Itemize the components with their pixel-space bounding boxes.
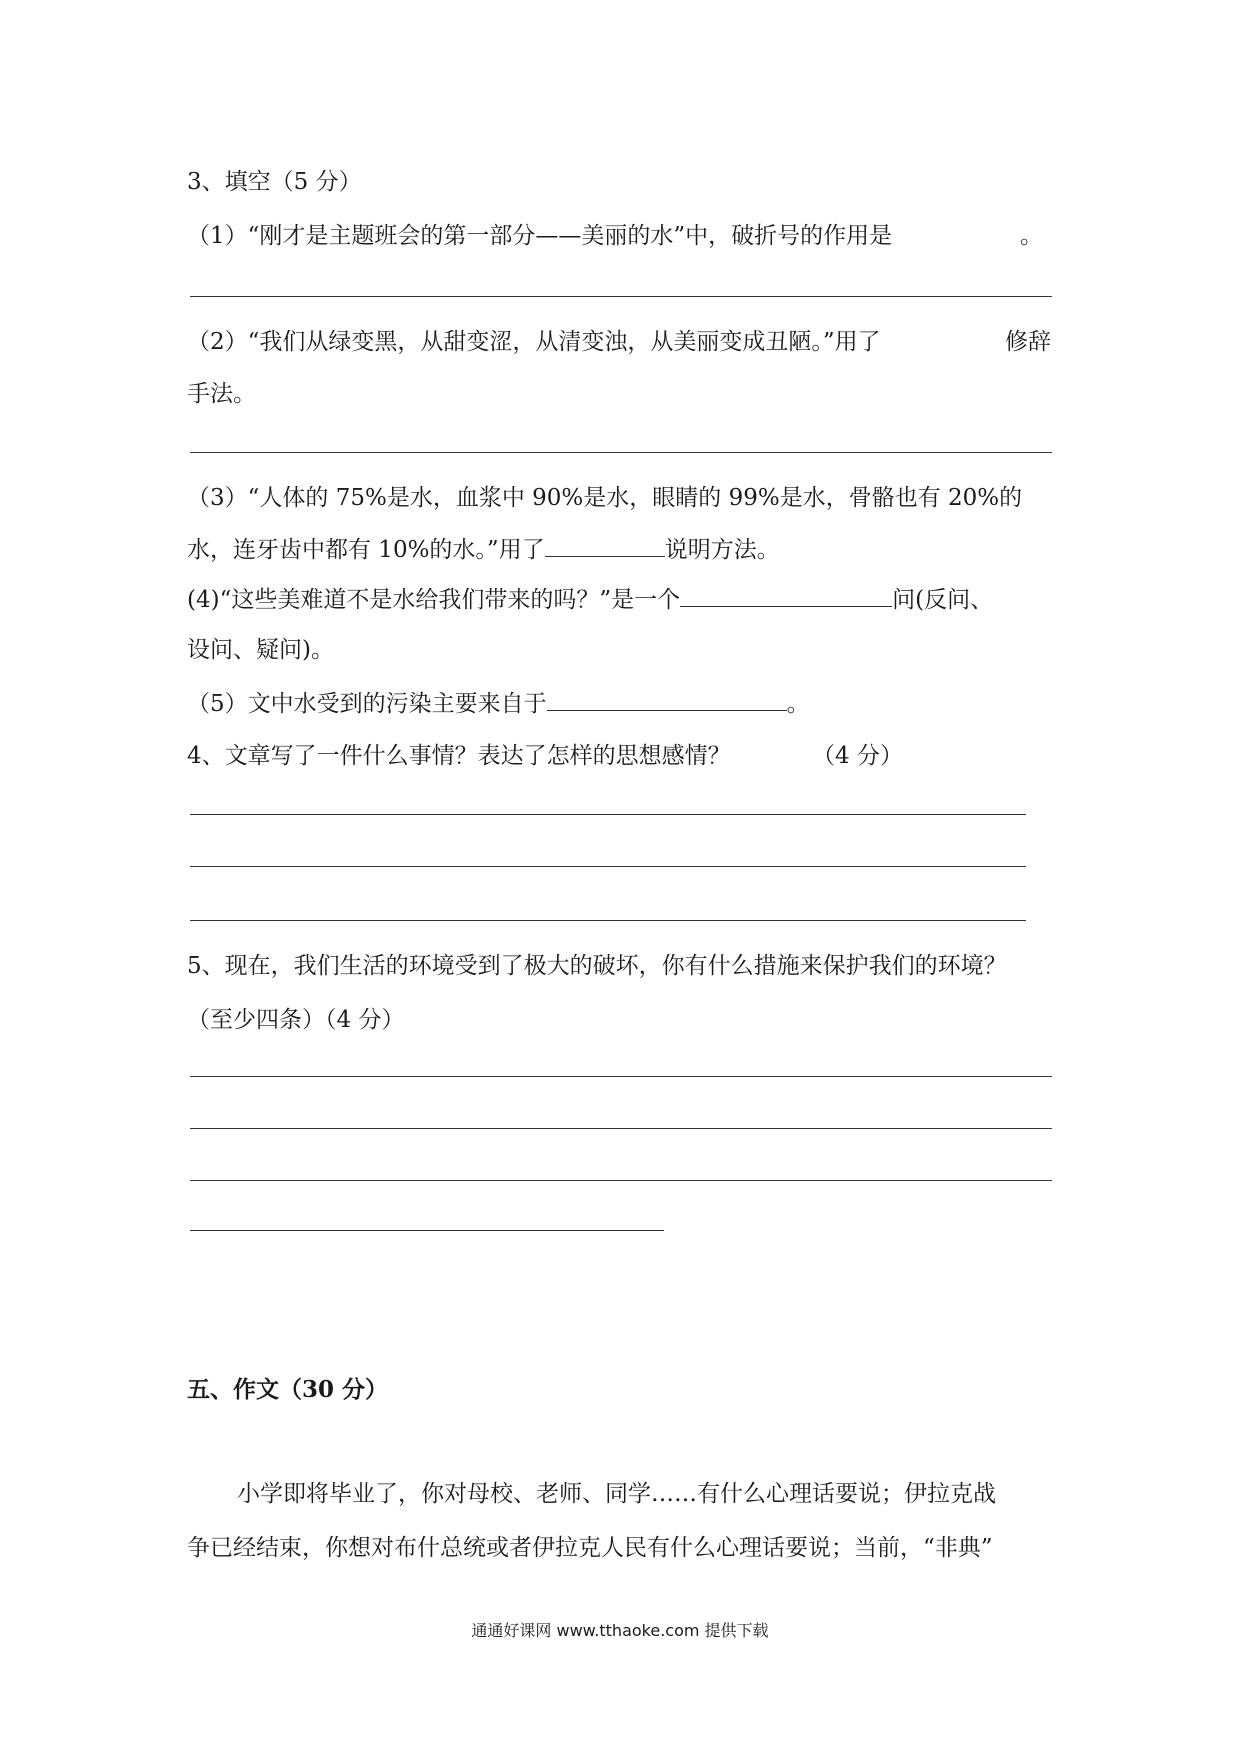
answer-line[interactable] [190,1230,664,1231]
blank-field[interactable] [680,584,892,607]
q3-item5 [187,688,810,720]
q5-line1: 5、现在，我们生活的环境受到了极大的破坏，你有什么措施来保护我们的环境？ [187,953,1007,979]
q3-item2: （2）“我们从绿变黑，从甜变涩，从清变浊，从美丽变成丑陋。”用了 [187,329,881,355]
q3-item4-cont: 设问、疑问)。 [187,637,334,663]
q3-title: 3、填空（5 分） [187,169,362,195]
answer-line[interactable] [190,452,1052,453]
answer-line[interactable] [190,296,1052,297]
answer-line[interactable] [190,866,1026,867]
section-heading: 五、作文（30 分） [187,1376,389,1403]
q3-item3-cont [187,534,780,566]
q3-item4-text-end: 问(反问、 [892,587,994,613]
answer-line[interactable] [190,1076,1052,1077]
q3-item4 [187,584,993,616]
blank-field[interactable] [545,534,665,557]
q3-item5-text: （5）文中水受到的污染主要来自于 [187,691,547,717]
q3-item1-end: 。 [1020,223,1043,249]
q3-item3: （3）“人体的 75%是水，血浆中 90%是水，眼睛的 99%是水，骨骼也有 20%的 [187,485,1023,511]
q3-item5-text-end: 。 [786,691,810,717]
q5-line2: （至少四条）（4 分） [187,1007,405,1033]
essay-prompt-line2: 争已经结束，你想对布什总统或者伊拉克人民有什么心理话要说；当前，“非典” [187,1535,993,1561]
q3-item4-text: (4)“这些美难道不是水给我们带来的吗？”是一个 [187,587,681,613]
answer-line[interactable] [190,1128,1052,1129]
answer-line[interactable] [190,814,1026,815]
q3-item1: （1）“刚才是主题班会的第一部分——美丽的水”中，破折号的作用是 [187,223,893,249]
answer-line[interactable] [190,920,1026,921]
blank-field[interactable] [547,688,787,711]
answer-line[interactable] [190,1180,1052,1181]
q3-item2-end: 修辞 [1005,329,1051,355]
q3-item3-text: 水，连牙齿中都有 10%的水。”用了 [187,537,545,563]
q3-item2-cont: 手法。 [187,381,256,407]
essay-prompt-line1: 小学即将毕业了，你对母校、老师、同学……有什么心理话要说；伊拉克战 [237,1481,996,1507]
q3-item3-text-end: 说明方法。 [664,537,780,563]
q4-score: （4 分） [812,743,903,769]
q4-title: 4、文章写了一件什么事情？表达了怎样的思想感情？ [187,743,731,769]
footer-credit: 通通好课网 www.tthaoke.com 提供下载 [471,1621,769,1640]
